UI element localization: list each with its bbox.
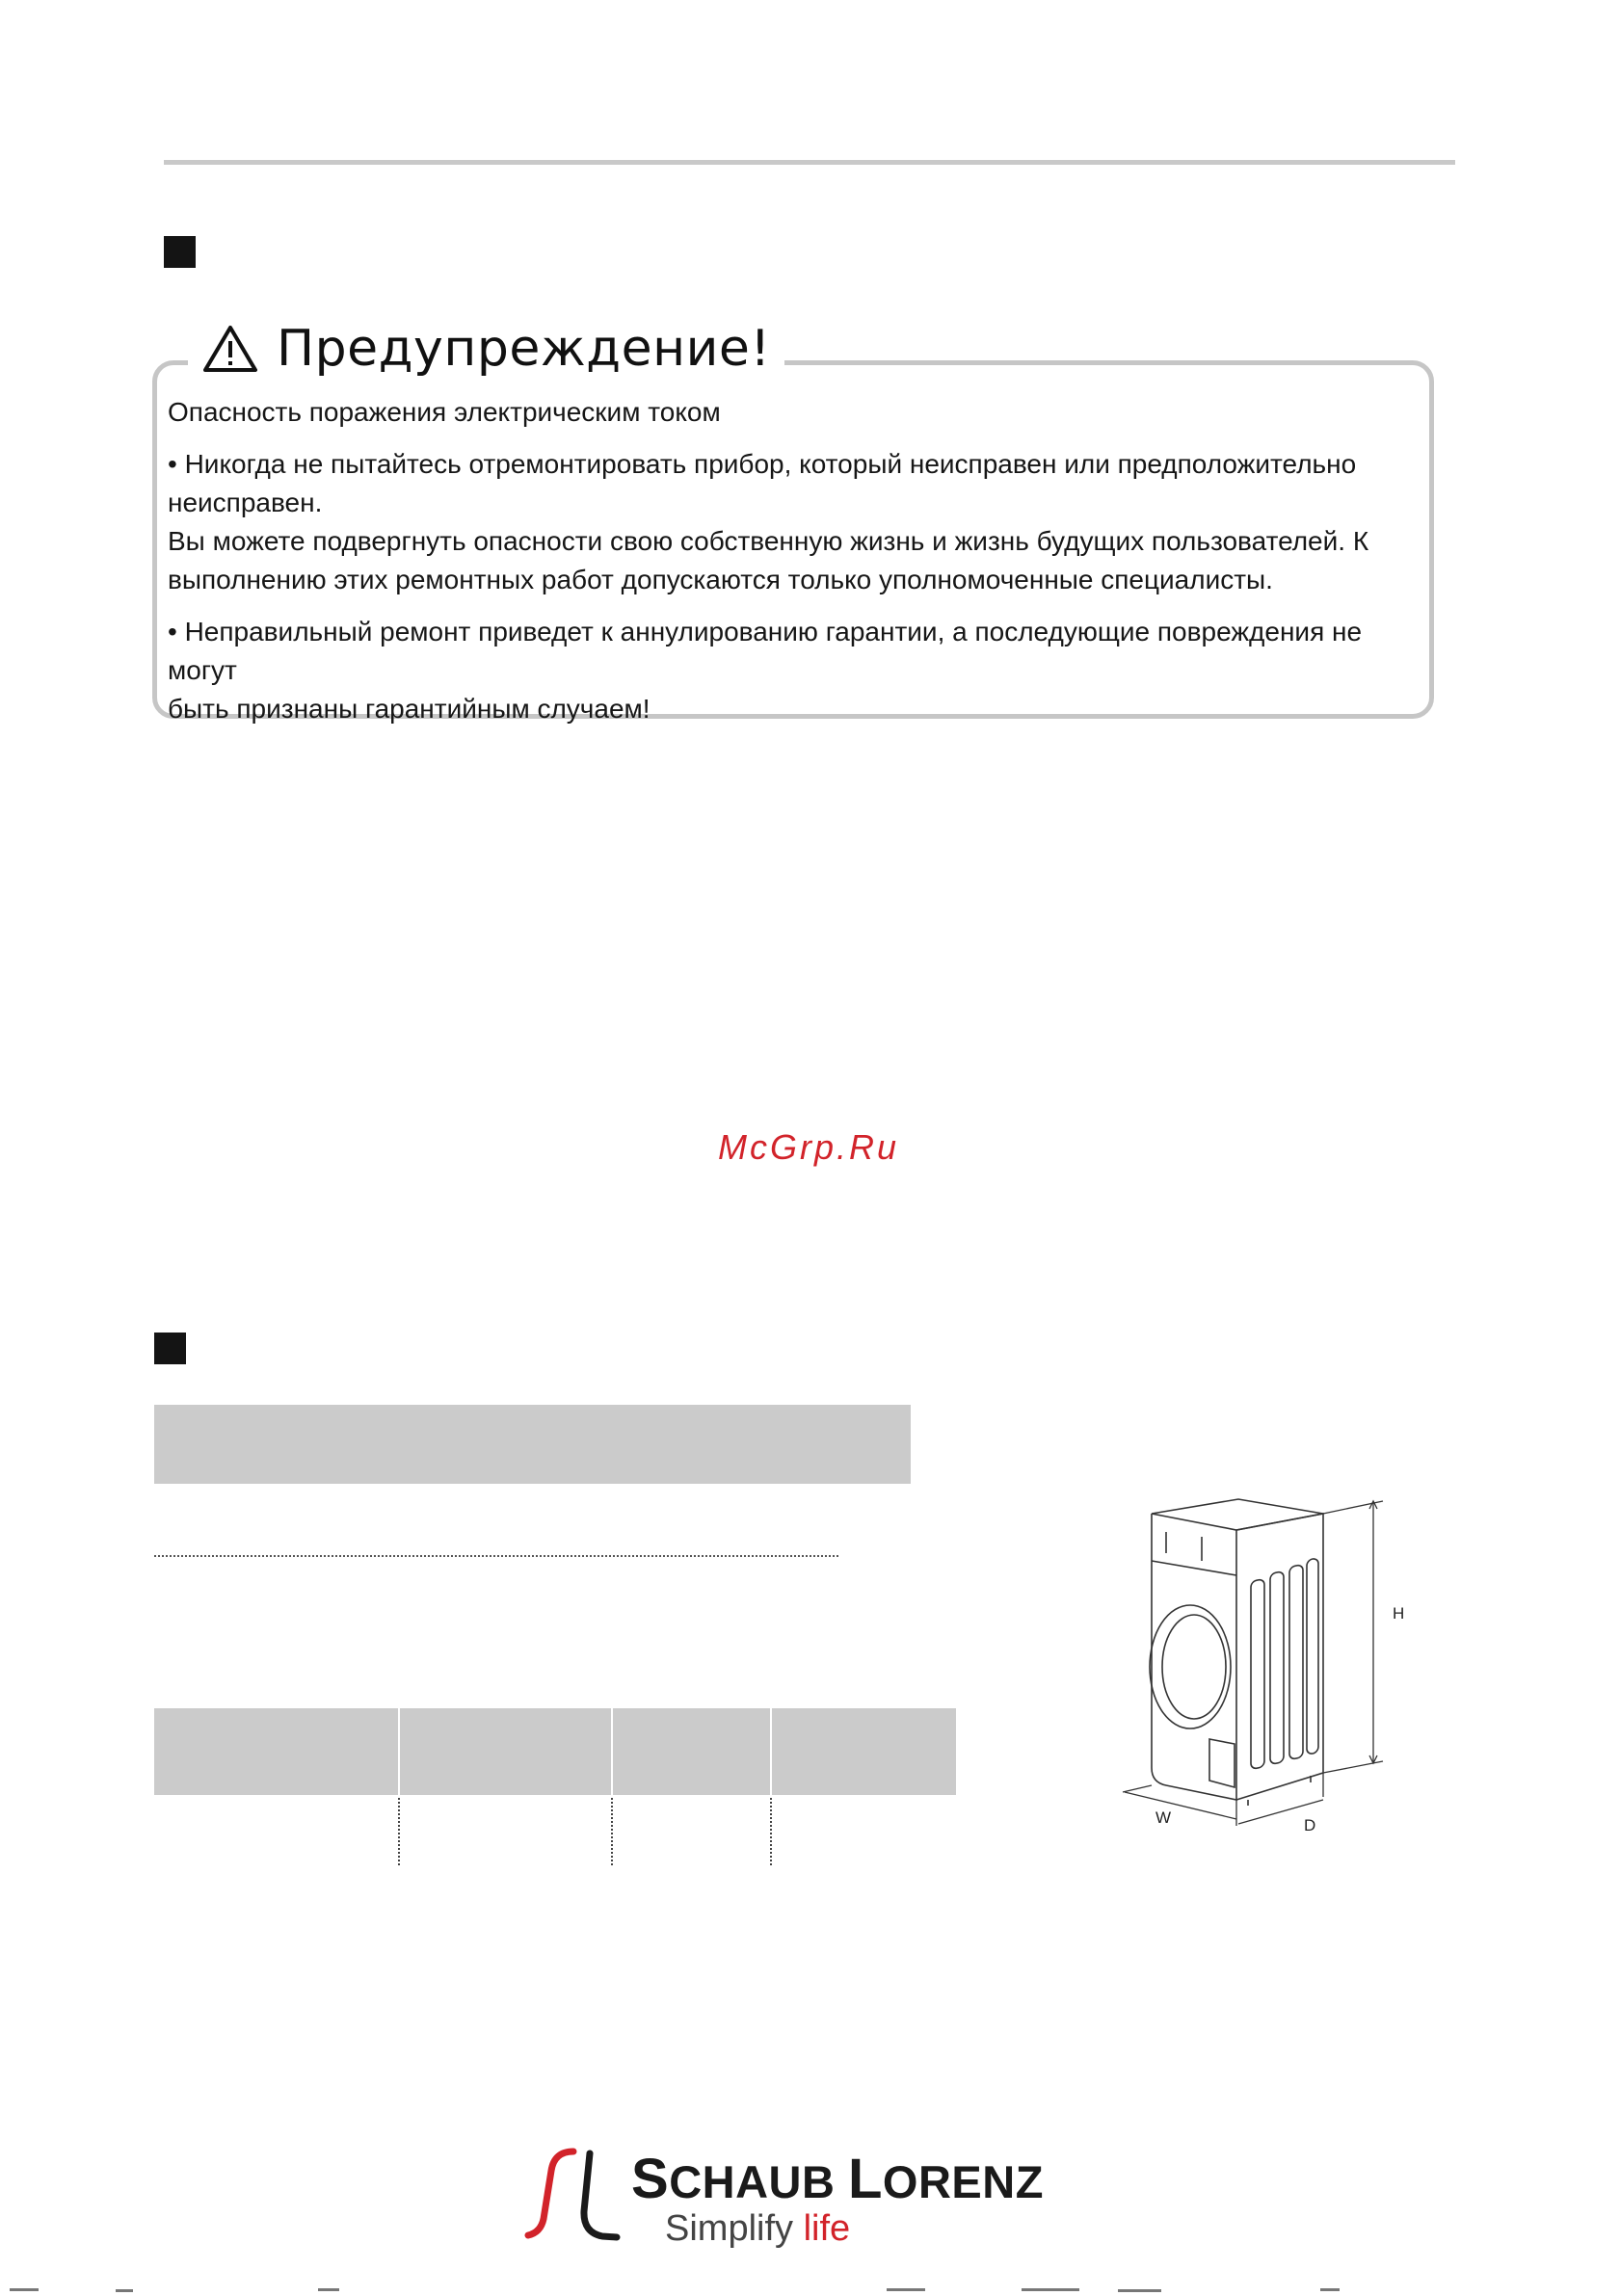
- dotted-separator: [154, 1555, 838, 1557]
- section-marker-square: [164, 236, 196, 268]
- machine-side: [1236, 1514, 1323, 1800]
- spec-table-column-divider: [398, 1798, 400, 1865]
- spec-table-header-divider: [611, 1708, 613, 1795]
- warning-bullet-1-line-1: • Никогда не пытайтесь отремонтировать прибор, который неисправен или предположительно: [168, 449, 1357, 479]
- machine-top: [1152, 1499, 1323, 1530]
- spec-table-header-divider: [770, 1708, 772, 1795]
- warning-bullet-2-line-1: • Неправильный ремонт приведет к аннулированию гарантии, а последующие повреждения не могут: [168, 617, 1363, 685]
- spec-table-column-divider: [770, 1798, 772, 1865]
- brand-logo-mark: [520, 2144, 626, 2250]
- height-label: H: [1393, 1604, 1405, 1623]
- warning-subtitle: Опасность поражения электрическим током: [168, 397, 721, 427]
- warning-bullet-1-line-4: выполнению этих ремонтных работ допускаются только уполномоченные специалисты.: [168, 565, 1273, 594]
- spec-table-header: [154, 1708, 956, 1795]
- warning-bullet-1-line-2: неисправен.: [168, 488, 323, 517]
- spec-table-column-divider: [611, 1798, 613, 1865]
- brand-name: SCHAUB LORENZ: [631, 2148, 1044, 2210]
- watermark: McGrp.Ru: [718, 1127, 900, 1167]
- machine-front: [1152, 1514, 1236, 1800]
- warning-title: Предупреждение!: [277, 320, 771, 378]
- brand-slogan: Simplify life: [665, 2208, 851, 2249]
- warning-bullet-1-line-3: Вы можете подвергнуть опасности свою собственную жизнь и жизнь будущих пользователей. К: [168, 526, 1369, 556]
- warning-header: [188, 310, 784, 387]
- depth-label: D: [1304, 1816, 1316, 1834]
- warning-text: [168, 393, 1421, 728]
- section-marker-square-2: [154, 1333, 186, 1364]
- width-label: W: [1155, 1808, 1172, 1827]
- warning-bullet-2-line-2: быть признаны гарантийным случаем!: [168, 694, 651, 724]
- grey-heading-bar: [154, 1405, 911, 1484]
- bottom-scan-artifacts: [0, 2285, 1620, 2296]
- washing-machine-diagram: [1113, 1493, 1474, 1835]
- top-divider: [164, 160, 1455, 165]
- spec-table-header-divider: [398, 1708, 400, 1795]
- warning-triangle-icon: [201, 324, 259, 374]
